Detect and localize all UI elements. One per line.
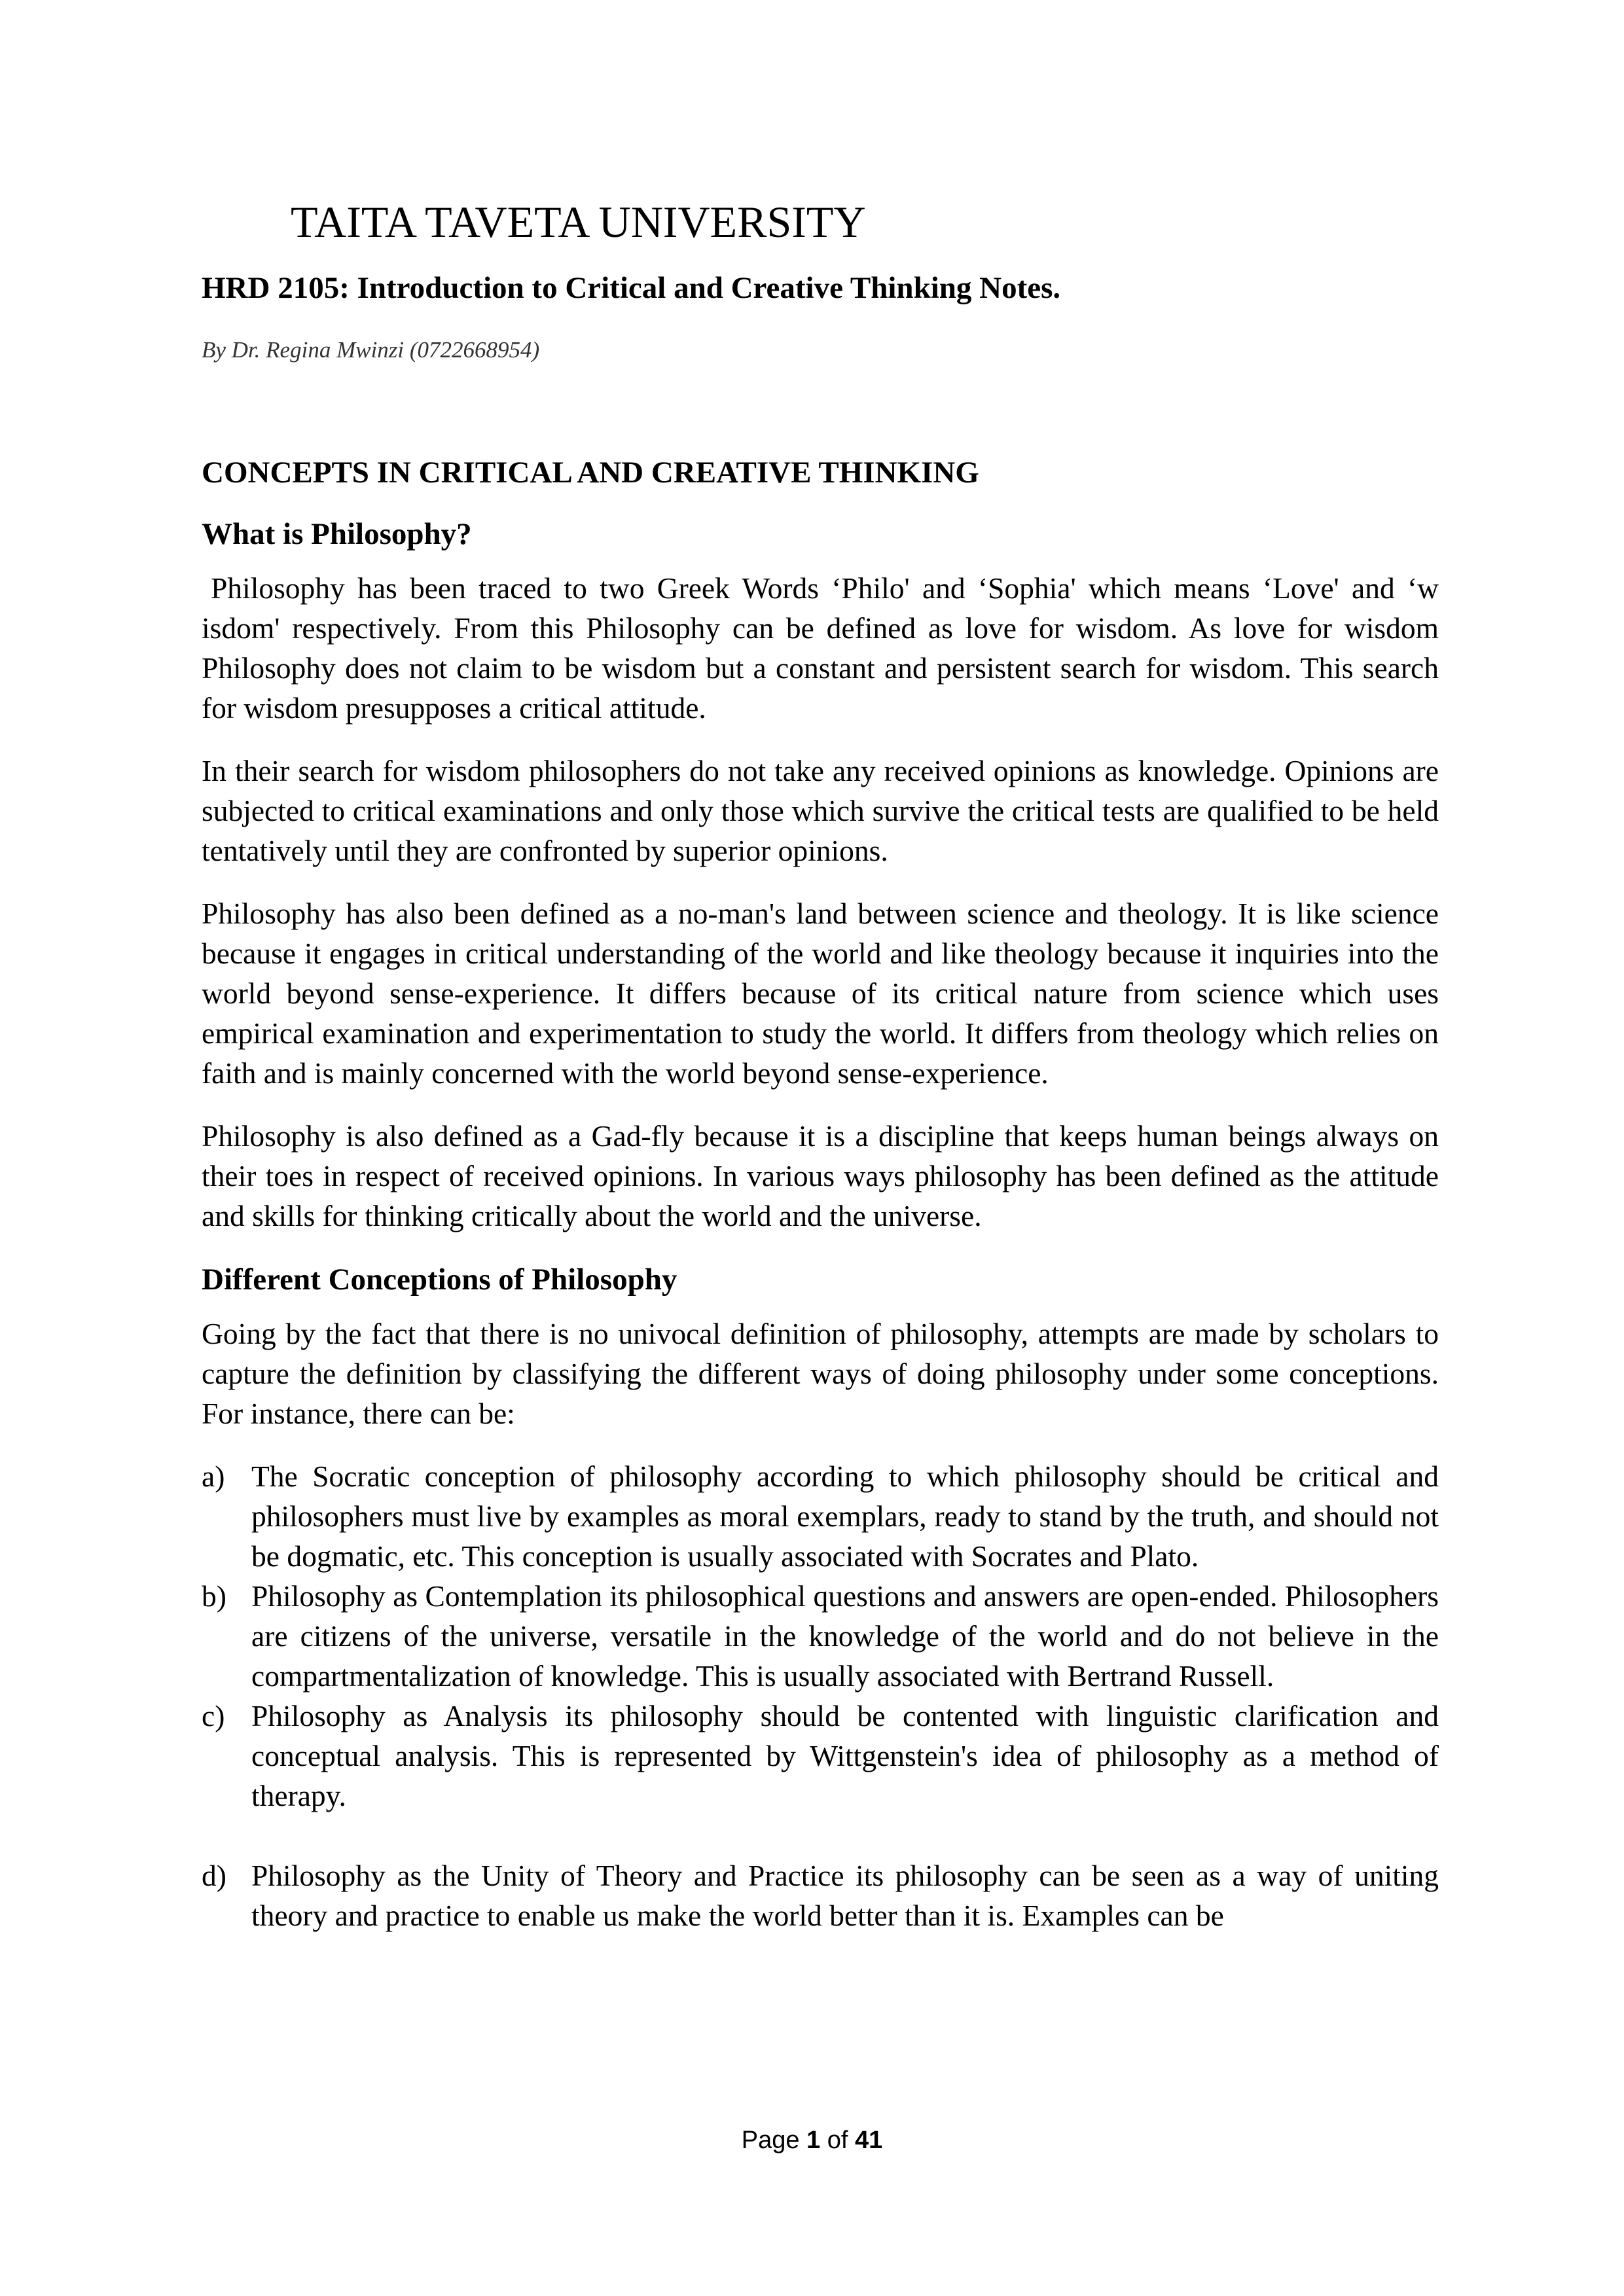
of-label: of [827, 2126, 848, 2154]
list-marker: c) [202, 1699, 225, 1732]
page-label: Page [741, 2126, 800, 2154]
list-item [202, 1456, 1439, 1576]
total-pages-number: 41 [855, 2126, 883, 2154]
course-title: HRD 2105: Introduction to Critical and Creative Thinking Notes. [202, 271, 1061, 305]
university-title: TAITA TAVETA UNIVERSITY [291, 197, 866, 247]
list-item-text: Philosophy as the Unity of Theory and Practice its philosophy can be seen as a way of uniting theory and practice to enable us make the world better than it is. Examples can be [251, 1859, 1439, 1932]
subheading-different-conceptions: Different Conceptions of Philosophy [202, 1263, 677, 1297]
paragraph: Philosophy is also defined as a Gad-fly because it is a discipline that keeps human beings always on their toes in respect of received opinions. In various ways philosophy has been defined as the attitude and skills for thinking critically about the world and the universe. [202, 1119, 1439, 1232]
section-heading: CONCEPTS IN CRITICAL AND CREATIVE THINKING [202, 456, 979, 490]
list-item [202, 1856, 1439, 1935]
paragraph: Philosophy has been traced to two Greek Words ‘Philo' and ‘Sophia' which means ‘Love' and ‘w isdom' respectively. From this Philosophy can be defined as love for wisdom. As love for wisdom Philosophy does not claim to be wisdom but a constant and persistent search for wisdom. This search for wisdom presupposes a critical attitude. [202, 571, 1439, 725]
list-item-text: The Socratic conception of philosophy according to which philosophy should be critical and philosophers must live by examples as moral exemplars, ready to stand by the truth, and should not be dogmatic, etc. This conception is usually associated with Socrates and Plato. [251, 1460, 1439, 1573]
current-page-number: 1 [806, 2126, 821, 2154]
list-marker: b) [202, 1579, 226, 1613]
list-item [202, 1696, 1439, 1816]
author-line: By Dr. Regina Mwinzi (0722668954) [202, 337, 540, 363]
subheading-what-is-philosophy: What is Philosophy? [202, 517, 472, 551]
paragraph: Philosophy has also been defined as a no-man's land between science and theology. It is like science because it engages in critical understanding of the world and like theology because it inquiries into the world beyond sense-experience. It differs because of its critical nature from science which uses empirical examination and experimentation to study the world. It differs from theology which relies on faith and is mainly concerned with the world beyond sense-experience. [202, 897, 1439, 1090]
list-item-text: Philosophy as Contemplation its philosophical questions and answers are open-ended. Philosophers are citizens of the universe, versatile in the knowledge of the world and do not believe in the compartmentalization of knowledge. This is usually associated with Bertrand Russell. [251, 1579, 1439, 1693]
document-body [202, 513, 1439, 1935]
list-item-text: Philosophy as Analysis its philosophy should be contented with linguistic clarification and conceptual analysis. This is represented by Wittgenstein's idea of philosophy as a method of therapy. [251, 1699, 1439, 1812]
list-item [202, 1576, 1439, 1696]
paragraph: In their search for wisdom philosophers do not take any received opinions as knowledge. Opinions are subjected to critical examinations and only those which survive the critical tests are qualified to be held tentatively until they are confronted by superior opinions. [202, 754, 1439, 867]
list-marker: a) [202, 1460, 225, 1493]
page-footer [0, 2123, 1624, 2157]
conceptions-list [202, 1456, 1439, 1935]
list-marker: d) [202, 1859, 226, 1892]
paragraph: Going by the fact that there is no univocal definition of philosophy, attempts are made by scholars to capture the definition by classifying the different ways of doing philosophy under some conceptions. For instance, there can be: [202, 1317, 1439, 1430]
